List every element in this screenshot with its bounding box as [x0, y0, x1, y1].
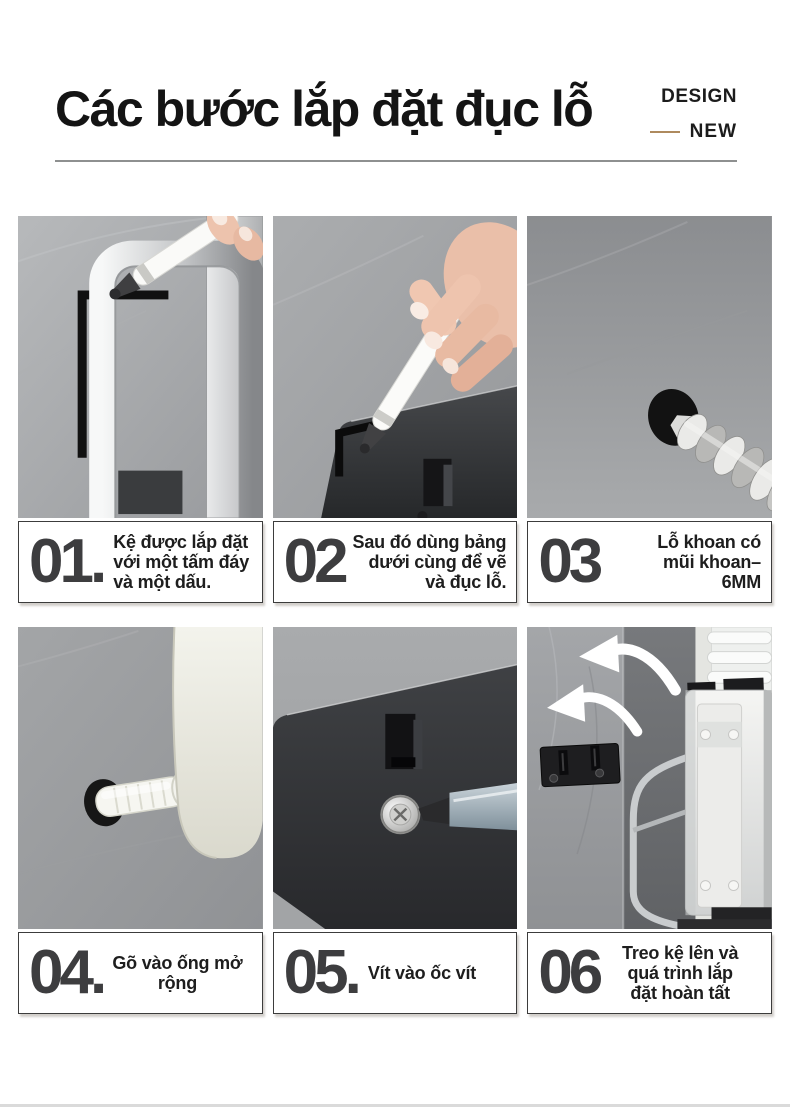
unit-shade	[686, 690, 696, 915]
step-6-text	[599, 943, 761, 1004]
drill-scene	[527, 216, 772, 518]
accent-dash	[650, 131, 680, 133]
step-2-caption	[273, 521, 518, 603]
step-6-cell	[527, 627, 772, 1014]
rivet	[729, 881, 739, 891]
step-number: 03	[538, 526, 600, 596]
steps-grid	[0, 216, 790, 1014]
step-number: 02	[283, 526, 345, 596]
caption-line: Gõ vào ống mở	[112, 952, 243, 973]
badge-new-row	[650, 121, 737, 143]
step-5-text	[358, 963, 506, 983]
step-number: 04.	[29, 937, 104, 1007]
step-3-text	[599, 532, 761, 593]
step-2-cell	[273, 216, 518, 603]
hook-clip-slot	[391, 757, 415, 767]
caption-line: Lỗ khoan có	[657, 531, 761, 552]
wall-mount-plate	[540, 743, 620, 786]
steps-row-1	[18, 216, 772, 603]
step-number: 06	[538, 937, 600, 1007]
shelf-dark-slot	[118, 471, 182, 514]
step-3-cell	[527, 216, 772, 603]
step-4-caption	[18, 932, 263, 1014]
unit-base-shadow	[678, 919, 772, 929]
unit-edge	[764, 690, 772, 915]
caption-line: đặt hoàn tất	[630, 983, 730, 1004]
hook-clip-side	[443, 465, 452, 506]
rivet	[729, 730, 739, 740]
step-4-text	[103, 953, 251, 994]
step-5-caption	[273, 932, 518, 1014]
caption-line: rộng	[157, 973, 198, 993]
step-number: 01.	[29, 526, 104, 596]
caption-line: mũi khoan–	[662, 551, 761, 572]
design-new-badge	[650, 82, 737, 143]
rivet	[701, 730, 711, 740]
step-1-text	[103, 532, 251, 593]
step-2-text	[345, 532, 507, 593]
badge-design-label: DESIGN	[661, 86, 737, 107]
badge-new-label: NEW	[689, 121, 737, 142]
step-4-photo-anchor	[18, 627, 263, 929]
step-1-cell	[18, 216, 263, 603]
step-5-photo-screwing	[273, 627, 518, 929]
title-underline	[55, 160, 737, 162]
caption-line: Vít vào ốc vít	[367, 962, 477, 983]
step-5-cell	[273, 627, 518, 1014]
step-6-caption	[527, 932, 772, 1014]
final-install-scene	[527, 627, 772, 929]
caption-line: và đục lỗ.	[425, 572, 507, 593]
plate-screw	[596, 769, 604, 777]
caption-line: với một tấm đáy	[113, 551, 250, 572]
anchor-scene	[18, 627, 263, 929]
caption-line: quá trình lắp	[627, 962, 733, 983]
step-1-caption	[18, 521, 263, 603]
caption-line: Treo kệ lên và	[622, 942, 739, 963]
caption-line: dưới cùng để vẽ	[368, 551, 507, 572]
rivet	[701, 881, 711, 891]
caption-line: 6MM	[721, 572, 761, 593]
tapping-tube	[170, 627, 262, 858]
step-3-caption	[527, 521, 772, 603]
caption-line: và một dấu.	[113, 572, 212, 593]
caption-line: Kệ được lắp đặt	[113, 531, 249, 552]
marking-scene	[273, 216, 518, 518]
plate-screw	[550, 774, 558, 782]
step-6-photo-hanging	[527, 627, 772, 929]
step-3-photo-drilling	[527, 216, 772, 518]
page-title: Các bước lắp đặt đục lỗ	[55, 81, 593, 137]
step-4-cell	[18, 627, 263, 1014]
steps-row-2	[18, 627, 772, 1014]
screwdriver-scene	[273, 627, 518, 929]
header	[0, 0, 790, 162]
title-row	[55, 82, 737, 143]
shelf-frame-scene	[18, 216, 263, 518]
step-1-photo-shelf-frame	[18, 216, 263, 518]
step-2-photo-marking	[273, 216, 518, 518]
step-number: 05.	[283, 937, 358, 1007]
caption-line: Sau đó dùng bảng	[352, 531, 507, 552]
